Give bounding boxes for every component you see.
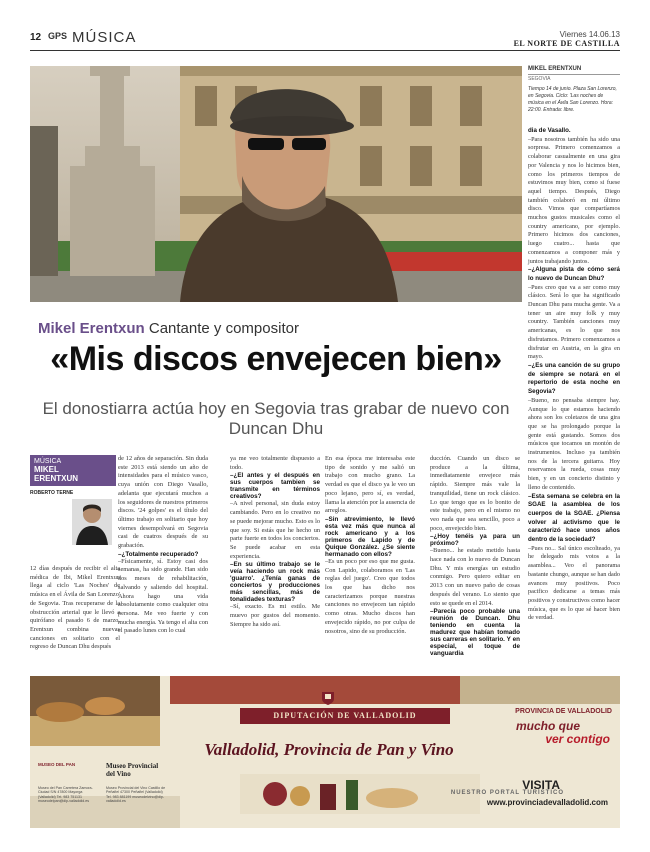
ad-tagline-1: mucho que <box>516 719 581 733</box>
author-name-1: MIKEL <box>34 465 59 474</box>
author-box <box>30 455 116 565</box>
author-name-2: ERENTXUN <box>34 474 79 483</box>
ad-slogan: Valladolid, Provincia de Pan y Vino <box>204 740 454 759</box>
page-header <box>30 30 620 51</box>
artist-photo <box>30 66 522 302</box>
sidebar-role: SEGOVIA <box>528 76 551 82</box>
reporter-name: ROBERTO TERNE <box>30 490 74 496</box>
col5-answer-1: –Bueno... he estado metido hasta hace nada con lo nuevo de Duncan Dhu. Y mis energías un estudio conmigo. Pero quiero editar en 2013 con un nuevo paño de cosas después del verano. Lo siento que esto se quede en el 2014. <box>430 547 520 607</box>
col4-answer-1: –Es un poco por eso que me gusta. Con Lapido, colaboramos en 'Las reglas del juego'. Creo que todos los que has dicho nos caracterizamos porque nuestras canciones no envejecen tan rápido como otras. Mucho discos han envejecido rápido, no por culpa de nosotros, sino de su producción. <box>325 557 415 635</box>
col6-answer-0: –Para nosotros también ha sido una sorpresa. Primero comenzamos a colaborar casualmente en una gira por Valencia y nos lo hicimos bien, como los primeros tiempos de estuvimos muy bien, como si fuese aquel tiempo. Después, Diego también colaboró en mi último disco. Vimos que compartíamos muchos gustos musicales como el country americano, por ejemplo. Primero hicimos dos canciones, luego cuatro... hasta que comenzamos a componer más y juntos trabajando juntos. <box>528 135 620 265</box>
ad-tagline-2: ver contigo <box>545 732 610 746</box>
article-column-2 <box>118 455 208 660</box>
col6-question-1: –¿Alguna pista de cómo será lo nuevo de Duncan Dhu? <box>528 266 620 282</box>
headline: «Mis discos envejecen bien» <box>50 340 502 378</box>
col5-question-1: –¿Hoy tenéis ya para un próximo? <box>430 533 520 548</box>
museum-vino-logo <box>106 762 164 778</box>
col5-question-2: –Parecía poco probable una reunión de Duncan. Dhu teniendo en cuenta la madurez que habían tomado sus carreras en solitario. Y en especial, el toque de vanguardia <box>430 608 520 658</box>
col6-text: dia de Vasallo. <box>528 127 571 134</box>
ad-visita: VISITA <box>522 778 560 792</box>
col6-question-2: –¿Es una canción de su grupo de siempre se notará en el repertorio de esta noche en Segovia? <box>528 361 620 396</box>
issue-date: Viernes 14.06.13 <box>559 30 620 39</box>
col3-question-2: –En su último trabajo se le veía haciendo un rock más 'guarro'. ¿Tenía ganas de conciertos y producciones más sencillas, más de tonalidades texturas? <box>230 561 320 604</box>
col6-answer-1: –Pues creo que va a ser como muy clásico. Será lo que ha significado Duncan Dhu para mucha gente. Va a tener un aire muy folk y muy country. También canciones muy americanas, es lo que nos disfrutamos. Primero comenzamos a disfrutar en Austria, en la gira en mayo. <box>528 283 620 361</box>
col2-text: de 12 años de separación. Sin duda este 2013 está siendo un año de intensidades para el músico vasco, cuya unión con Diego Vasallo, adelanta que ejecutará muchos a los seguidores de nuestros primeros discos. '24 golpes' es el título del último trabajo en solitario que hoy viernes desempolvará en Segovia casi de cuatros después de su grabación. <box>118 455 208 550</box>
sidebar-name: MIKEL ERENTXUN <box>528 66 620 75</box>
ad-province: PROVINCIA DE VALLADOLID <box>515 708 612 715</box>
deck: El donostiarra actúa hoy en Segovia tras grabar de nuevo con Duncan Dhu <box>42 399 510 438</box>
col5-text: ducción. Cuando un disco se produce a la última, inmediatamente envejece más rápido. Siempre más vale la tranquilidad, tiene un rock clásico. Lo que tengo que es lo bonito de este trabajo, pero en el mismo no veo nada que sea sencillo, poco a poco, envejecido bien. <box>430 455 520 532</box>
byline <box>38 320 299 337</box>
col6-answer-3: –Pues no... Sal único escolteado, ya he delegado mis votos a la asamblea... Veo el panorama bastante chungo, aunque se han dado avances muy positivos. Poco pacifico dedicarse a temas más positivos y constructivos como hacer música, que es lo que sé hacer bien de verdad. <box>528 544 620 622</box>
ad-website-link[interactable]: www.provinciadevalladolid.com <box>486 798 608 807</box>
byline-role: Cantante y compositor <box>148 320 299 337</box>
col1-text: 12 días después de recibir el alta médica de Ibi, Mikel Erentxun llega al ciclo 'Las Noches' de música en el Ávila de San Lorenzo' de Segovia. Tras recuperarse de la obstrucción arterial que le llevó a quirófano el pasado 6 de marzo, Erentxun combina nuevas canciones en solitario con el regreso de Duncan Dhu después <box>30 565 120 651</box>
artist-photo-illustration <box>30 66 522 302</box>
section-code: GPS <box>48 31 68 41</box>
article-column-3 <box>230 455 320 660</box>
col3-answer-2: –Sí, exacto. Es mi estilo. Me muevo por gustos del momento. Siempre ha sido así. <box>230 603 320 628</box>
col3-question-1: –¿El antes y el después en sus cuerpos tambien se transmite en términos creativos? <box>230 472 320 501</box>
ad-sponsor: DIPUTACIÓN DE VALLADOLID <box>240 708 450 724</box>
col3-answer-1: –A nivel personal, sin duda estoy cambiando. Pero en lo creativo no se puede mejorar mucho. Esto es lo que soy. Si estás que he hecho un parte fuerte en todos los conciertos. Se puede acabar en esta experiencia. <box>230 500 320 560</box>
museum-pan-address: Museo del Pan Carretera Zamora-Ciudad S/N 47800 Mayorga (Valladolid) Tel. 983 751131 museodelpan@dip-valladolid.es <box>38 786 93 803</box>
article-column-1 <box>30 565 120 660</box>
byline-name: Mikel Erentxun <box>38 320 145 337</box>
advertisement <box>30 676 620 828</box>
author-section: MÚSICA <box>34 458 62 465</box>
sidebar-event-info: Tiempo 14 de junio. Plaza San Lorenzo, en Segovia. Ciclo: 'Las noches de música en el Ávila San Lorenzo. Hora: 22:00. Entrada: libre. <box>528 86 617 113</box>
museum-vino-address: Museo Provincial del Vino Castillo de Peñafiel 47300 Peñafiel (Valladolid) Tel. 983 881199 museodelvino@dip-valladolid.es <box>106 786 166 803</box>
col4-text: En esa época me interesaba este tipo de sonido y me salió un trabajo con mucho grano. La verdad es que el disco ya le veo un poco lejano, pero sí, es verdad, llama la atención por la ausencia de arreglos. <box>325 455 415 515</box>
col2-answer-1: –Físicamente, sí. Estoy casi dos semanas, ha sido grande. Han sido dos meses de rehabilitación, salvando y saliendo del hospital. Ahora hago una vida absolutamente como cualquier otra persona. Me veo fuerte y con mucha energía. Ya tengo el alta con el pasado lunes con lo cual <box>118 557 208 635</box>
ad-portal: NUESTRO PORTAL TURÍSTICO <box>450 790 564 796</box>
newspaper-name: EL NORTE DE CASTILLA <box>513 39 620 48</box>
col2-question-1: –¿Totalmente recuperado? <box>118 550 199 558</box>
col6-answer-2: –Bueno, no pensaba siempre hay. Aunque lo que estamos haciendo ahora son los coletazos de una gira que se ha prolongado porque la gente está gustando. Somos dos músicos que tocamos un montón de instrumentos. Incluso ya también nos de la tercera guitarra. Hoy reservamos la rueda, cosas muy bien, y en un concierto distinto y lleno de contenido. <box>528 396 620 491</box>
col4-question-1: –Sin atrevimiento, le llevó esta vez más que nunca al rock americano y a los primeros de Lapido y de Quique González. ¿Se siente hermanado con ellos? <box>325 515 415 558</box>
museum-vino-title: Museo Provincial del Vino <box>106 762 159 778</box>
article-column-6 <box>528 127 620 667</box>
col6-question-3: –Esta semana se celebra en la SGAE la asamblea de los cuerpos de la SGAE. ¿Piensa volver al activismo que le caracterizó hace unos años dentro de la sociedad? <box>528 492 620 544</box>
museum-pan-logo <box>38 762 82 767</box>
reporter-photo <box>72 499 112 545</box>
sidebar-info <box>528 66 620 114</box>
page-number: 12 <box>30 32 42 43</box>
museum-pan-title: MUSEO DEL PAN <box>38 762 76 767</box>
article-column-5 <box>430 455 520 660</box>
author-band <box>30 455 116 486</box>
crest-icon <box>320 690 336 706</box>
col3-text: ya me veo totalmente dispuesto a todo. <box>230 455 320 471</box>
article-column-4 <box>325 455 415 660</box>
section-name: MÚSICA <box>72 29 137 46</box>
